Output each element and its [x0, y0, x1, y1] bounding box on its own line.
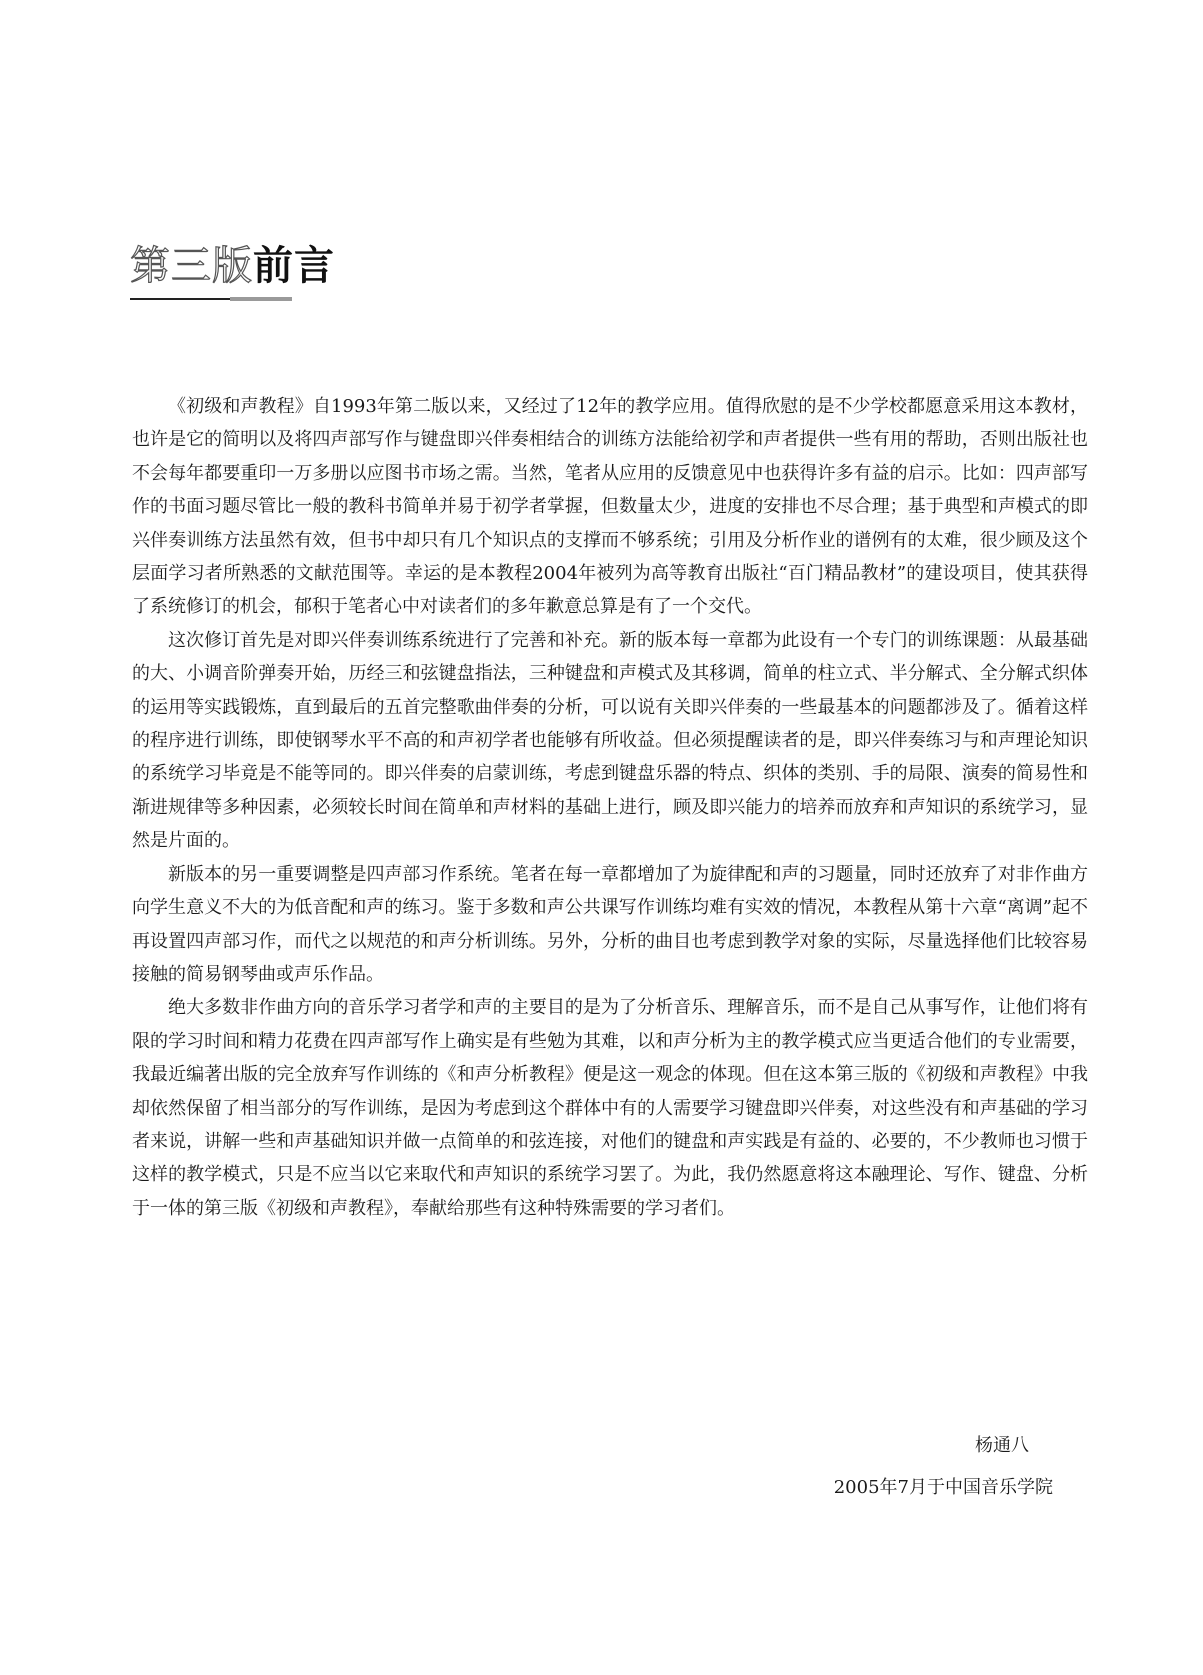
heading-edition-label: 第三版	[130, 243, 253, 289]
paragraph-4: 绝大多数非作曲方向的音乐学习者学和声的主要目的是为了分析音乐、理解音乐，而不是自己从事写作，让他们将有限的学习时间和精力花费在四声部写作上确实是有些勉为其难，以和声分析为主的教学模式应当更适合他们的专业需要，我最近编著出版的完全放弃写作训练的《和声分析教程》便是这一观念的体现。但在这本第三版的《初级和声教程》中我却依然保留了相当部分的写作训练，是因为考虑到这个群体中有的人需要学习键盘即兴伴奏，对这些没有和声基础的学习者来说，讲解一些和声基础知识并做一点简单的和弦连接，对他们的键盘和声实践是有益的、必要的，不少教师也习惯于这样的教学模式，只是不应当以它来取代和声知识的系统学习罢了。为此，我仍然愿意将这本融理论、写作、键盘、分析于一体的第三版《初级和声教程》，奉献给那些有这种特殊需要的学习者们。	[132, 997, 1088, 1219]
heading-preface-label: 前言	[253, 243, 335, 289]
author-name: 杨通八	[975, 1435, 1029, 1456]
paragraph-2: 这次修订首先是对即兴伴奏训练系统进行了完善和补充。新的版本每一章都为此设有一个专门的训练课题：从最基础的大、小调音阶弹奏开始，历经三和弦键盘指法，三种键盘和声模式及其移调，简单的柱立式、半分解式、全分解式织体的运用等实践锻炼，直到最后的五首完整歌曲伴奏的分析，可以说有关即兴伴奏的一些最基本的问题都涉及了。循着这样的程序进行训练，即使钢琴水平不高的和声初学者也能够有所收益。但必须提醒读者的是，即兴伴奏练习与和声理论知识的系统学习毕竟是不能等同的。即兴伴奏的启蒙训练，考虑到键盘乐器的特点、织体的类别、手的局限、演奏的简易性和渐进规律等多种因素，必须较长时间在简单和声材料的基础上进行，顾及即兴能力的培养而放弃和声知识的系统学习，显然是片面的。	[132, 629, 1088, 852]
preface-heading	[130, 236, 335, 306]
heading-underline-dark	[130, 298, 230, 300]
preface-body	[132, 390, 1088, 1225]
paragraph-3: 新版本的另一重要调整是四声部习作系统。笔者在每一章都增加了为旋律配和声的习题量，同时还放弃了对非作曲方向学生意义不大的为低音配和声的练习。鉴于多数和声公共课写作训练均难有实效的情况，本教程从第十六章“离调”起不再设置四声部习作，而代之以规范的和声分析训练。另外，分析的曲目也考虑到教学对象的实际，尽量选择他们比较容易接触的简易钢琴曲或声乐作品。	[132, 863, 1088, 985]
heading-underline-gray	[230, 297, 292, 301]
date-place: 2005年7月于中国音乐学院	[833, 1477, 1053, 1498]
signature-block	[834, 1431, 1053, 1503]
paragraph-1: 《初级和声教程》自1993年第二版以来，又经过了12年的教学应用。值得欣慰的是不少学校都愿意采用这本教材，也许是它的简明以及将四声部写作与键盘即兴伴奏相结合的训练方法能给初学和声者提供一些有用的帮助，否则出版社也不会每年都要重印一万多册以应图书市场之需。当然，笔者从应用的反馈意见中也获得许多有益的启示。比如：四声部写作的书面习题尽管比一般的教科书简单并易于初学者掌握，但数量太少，进度的安排也不尽合理；基于典型和声模式的即兴伴奏训练方法虽然有效，但书中却只有几个知识点的支撑而不够系统；引用及分析作业的谱例有的太难，很少顾及这个层面学习者所熟悉的文献范围等。幸运的是本教程2004年被列为高等教育出版社“百门精品教材”的建设项目，使其获得了系统修订的机会，郁积于笔者心中对读者们的多年歉意总算是有了一个交代。	[132, 396, 1088, 618]
heading-title	[130, 242, 335, 290]
